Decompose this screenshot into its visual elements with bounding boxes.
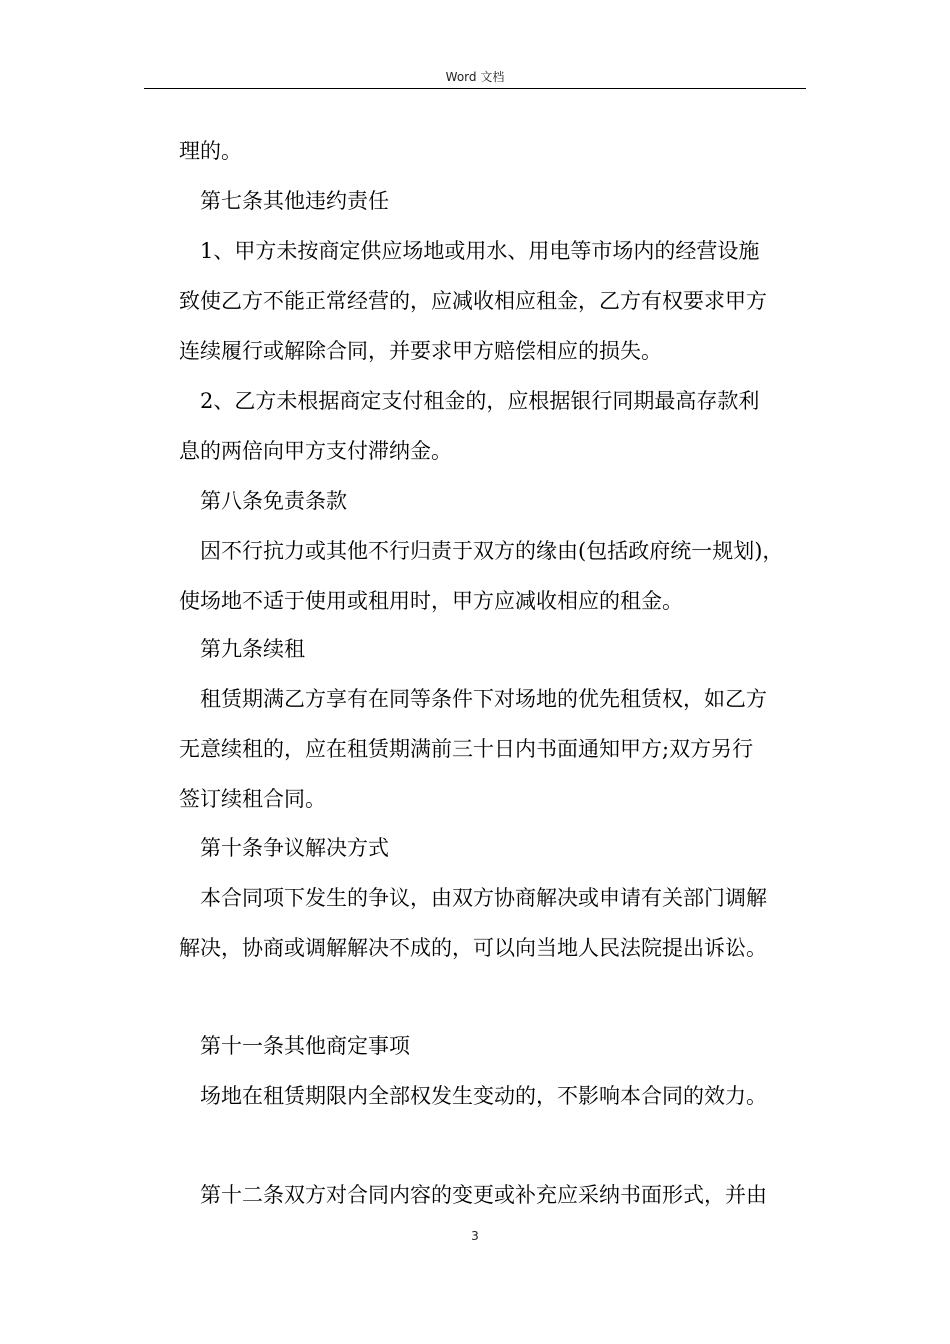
paragraph-line: 理的。 [179,139,242,163]
page-header: Word 文档 [445,70,505,84]
paragraph-line: 连续履行或解除合同，并要求甲方赔偿相应的损失。 [179,339,662,363]
section-heading: 第九条续租 [200,637,305,661]
paragraph-line: 第十二条双方对合同内容的变更或补充应采纳书面形式，并由 [200,1183,767,1207]
paragraph-line: 签订续租合同。 [179,787,326,811]
section-heading: 第七条其他违约责任 [200,189,389,213]
section-heading: 第八条免责条款 [200,489,347,513]
header-divider [144,88,806,89]
page-number: 3 [471,1229,479,1243]
paragraph-line: 租赁期满乙方享有在同等条件下对场地的优先租赁权，如乙方 [200,687,767,711]
paragraph-line: 1、甲方未按商定供应场地或用水、用电等市场内的经营设施 [200,239,760,263]
paragraph-line: 息的两倍向甲方支付滞纳金。 [179,439,452,463]
section-heading: 第十一条其他商定事项 [200,1034,410,1058]
paragraph-line: 解决，协商或调解解决不成的，可以向当地人民法院提出诉讼。 [179,936,767,960]
paragraph-line: 使场地不适于使用或租用时，甲方应减收相应的租金。 [179,589,683,613]
paragraph-line: 2、乙方未根据商定支付租金的，应根据银行同期最高存款利 [200,389,760,413]
paragraph-line: 场地在租赁期限内全部权发生变动的，不影响本合同的效力。 [200,1084,767,1108]
paragraph-line: 本合同项下发生的争议，由双方协商解决或申请有关部门调解 [200,886,767,910]
paragraph-line: 致使乙方不能正常经营的，应减收相应租金，乙方有权要求甲方 [179,289,767,313]
paragraph-line: 因不行抗力或其他不行归责于双方的缘由(包括政府统一规划)， [200,539,784,563]
section-heading: 第十条争议解决方式 [200,836,389,860]
paragraph-line: 无意续租的，应在租赁期满前三十日内书面通知甲方;双方另行 [179,737,754,761]
